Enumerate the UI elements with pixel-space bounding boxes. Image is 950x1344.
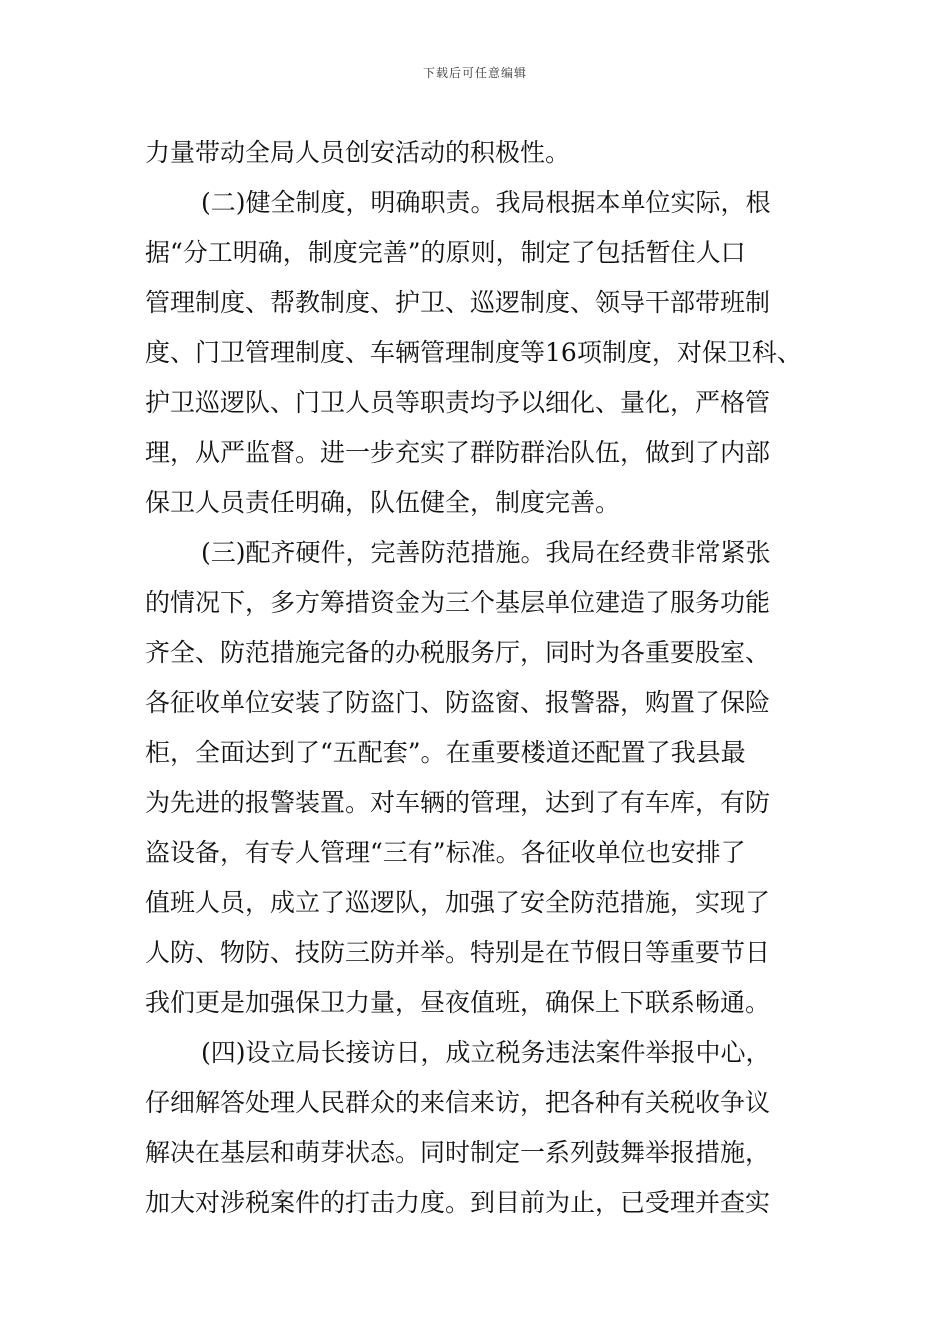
text-line: 管理制度、帮教制度、护卫、巡逻制度、领导干部带班制 [145,288,771,317]
text-line: 的情况下，多方筹措资金为三个基层单位建造了服务功能 [145,588,771,617]
text-line: 盗设备，有专人管理“三有”标准。各征收单位也安排了 [145,838,746,867]
text-line: 为先进的报警装置。对车辆的管理，达到了有车库，有防 [145,788,771,817]
text-line: 仔细解答处理人民群众的来信来访，把各种有关税收争议 [145,1088,771,1117]
text-line: 人防、物防、技防三防并举。特别是在节假日等重要节日 [145,938,771,967]
text-line: 度、门卫管理制度、车辆管理制度等16项制度，对保卫科、 [145,338,802,367]
text-line: 护卫巡逻队、门卫人员等职责均予以细化、量化，严格管 [145,388,771,417]
text-line: 保卫人员责任明确，队伍健全，制度完善。 [145,488,621,517]
text-line: 我们更是加强保卫力量，昼夜值班，确保上下联系畅通。 [145,988,771,1017]
text-line: 力量带动全局人员创安活动的积极性。 [145,138,571,167]
text-line: 值班人员，成立了巡逻队，加强了安全防范措施，实现了 [145,888,771,917]
text-line: 齐全、防范措施完备的办税服务厅，同时为各重要股室、 [145,638,771,667]
page-header: 下载后可任意编辑 [422,66,527,80]
paragraph-2-start: (二)健全制度，明确职责。我局根据本单位实际，根 [201,188,771,217]
text-line: 解决在基层和萌芽状态。同时制定一系列鼓舞举报措施， [145,1138,771,1167]
text-line: 柜，全面达到了“五配套”。在重要楼道还配置了我县最 [145,738,746,767]
text-line: 各征收单位安装了防盗门、防盗窗、报警器，购置了保险 [145,688,771,717]
text-line: 据“分工明确，制度完善”的原则，制定了包括暂住人口 [145,238,746,267]
paragraph-3-start: (三)配齐硬件，完善防范措施。我局在经费非常紧张 [201,538,771,567]
text-line: 加大对涉税案件的打击力度。到目前为止，已受理并查实 [145,1188,771,1217]
paragraph-4-start: (四)设立局长接访日，成立税务违法案件举报中心， [201,1038,771,1067]
document-body [145,128,835,1228]
text-line: 理，从严监督。进一步充实了群防群治队伍，做到了内部 [145,438,771,467]
